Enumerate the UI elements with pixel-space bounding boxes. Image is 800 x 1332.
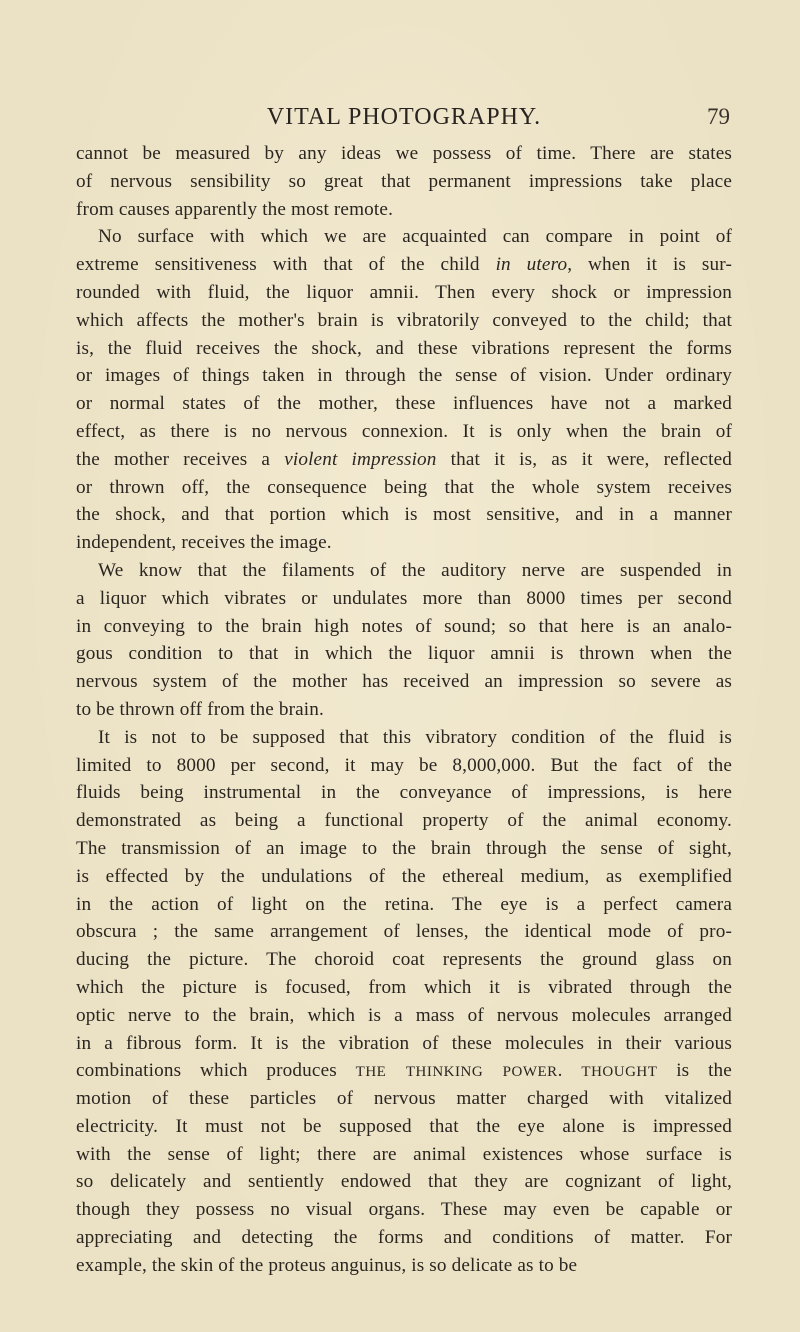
text-line: rounded with fluid, the liquor amnii. Then every shock or impression xyxy=(76,281,732,303)
text-line: or images of things taken in through the sense of vision. Under ordinary xyxy=(76,365,732,387)
text-line: cannot be measured by any ideas we possess of time. There are states xyxy=(76,143,732,164)
text-line: demonstrated as being a functional property of the animal economy. xyxy=(76,810,732,832)
text-line: It is not to be supposed that this vibratory condition of the fluid is xyxy=(98,726,732,748)
text-line: independent, receives the image. xyxy=(76,532,332,554)
running-head xyxy=(0,104,800,144)
text-line: electricity. It must not be supposed that the eye alone is impressed xyxy=(76,1115,732,1137)
text-line: is, the fluid receives the shock, and these vibrations represent the forms xyxy=(76,337,732,359)
text-line: extreme sensitiveness with that of the child in utero, when it is sur- xyxy=(76,254,732,276)
text-line: a liquor which vibrates or undulates more than 8000 times per second xyxy=(76,587,732,609)
text-line: ducing the picture. The choroid coat represents the ground glass on xyxy=(76,949,732,971)
text-line: from causes apparently the most remote. xyxy=(76,198,394,220)
text-line: in the action of light on the retina. The eye is a perfect camera xyxy=(76,893,732,915)
text-line: nervous system of the mother has received an impression so severe as xyxy=(76,671,732,693)
text-line: gous condition to that in which the liquor amnii is thrown when the xyxy=(76,643,732,665)
text-line: which the picture is focused, from which it is vibrated through the xyxy=(76,976,732,998)
text-line: or thrown off, the consequence being that the whole system receives xyxy=(76,476,732,498)
text-line: combinations which produces the thinking power. thought is the xyxy=(76,1059,732,1082)
text-line: example, the skin of the proteus anguinus, is so delicate as to be xyxy=(76,1254,578,1276)
text-line: with the sense of light; there are animal existences whose surface is xyxy=(76,1143,732,1165)
text-line: effect, as there is no nervous connexion. It is only when the brain of xyxy=(76,420,732,442)
text-line: in conveying to the brain high notes of sound; so that here is an analo- xyxy=(76,615,732,637)
text-line: the shock, and that portion which is most sensitive, and in a manner xyxy=(76,504,732,526)
text-line: though they possess no visual organs. These may even be capable or xyxy=(76,1199,732,1221)
text-line: obscura ; the same arrangement of lenses, the identical mode of pro- xyxy=(76,921,732,943)
text-line: fluids being instrumental in the conveyance of impressions, is here xyxy=(76,782,732,804)
text-line: The transmission of an image to the brain through the sense of sight, xyxy=(76,837,732,859)
running-title: VITAL PHOTOGRAPHY. xyxy=(266,104,542,130)
text-line: No surface with which we are acquainted can compare in point of xyxy=(98,226,732,248)
paragraph xyxy=(76,557,732,724)
text-line: limited to 8000 per second, it may be 8,000,000. But the fact of the xyxy=(76,754,732,776)
text-line: is effected by the undulations of the ethereal medium, as exemplified xyxy=(76,865,732,887)
text-line: the mother receives a violent impression that it is, as it were, reflected xyxy=(76,448,733,470)
text-line: appreciating and detecting the forms and conditions of matter. For xyxy=(76,1227,732,1249)
text-line: optic nerve to the brain, which is a mass of nervous molecules arranged xyxy=(76,1004,732,1026)
paragraph xyxy=(76,140,732,223)
paragraph xyxy=(76,223,732,557)
text-line: which affects the mother's brain is vibratorily conveyed to the child; that xyxy=(76,309,732,331)
text-line: of nervous sensibility so great that permanent impressions take place xyxy=(76,170,732,192)
text-line: or normal states of the mother, these influences have not a marked xyxy=(76,393,732,415)
text-line: to be thrown off from the brain. xyxy=(76,698,324,720)
text-line: We know that the filaments of the auditory nerve are suspended in xyxy=(98,559,732,581)
paragraph xyxy=(76,724,732,1280)
page-number: 79 xyxy=(707,104,730,129)
text-line: so delicately and sentiently endowed that they are cognizant of light, xyxy=(76,1171,732,1193)
body-text xyxy=(76,140,732,1280)
text-line: in a fibrous form. It is the vibration of these molecules in their various xyxy=(76,1032,732,1054)
text-line: motion of these particles of nervous matter charged with vitalized xyxy=(76,1088,732,1110)
